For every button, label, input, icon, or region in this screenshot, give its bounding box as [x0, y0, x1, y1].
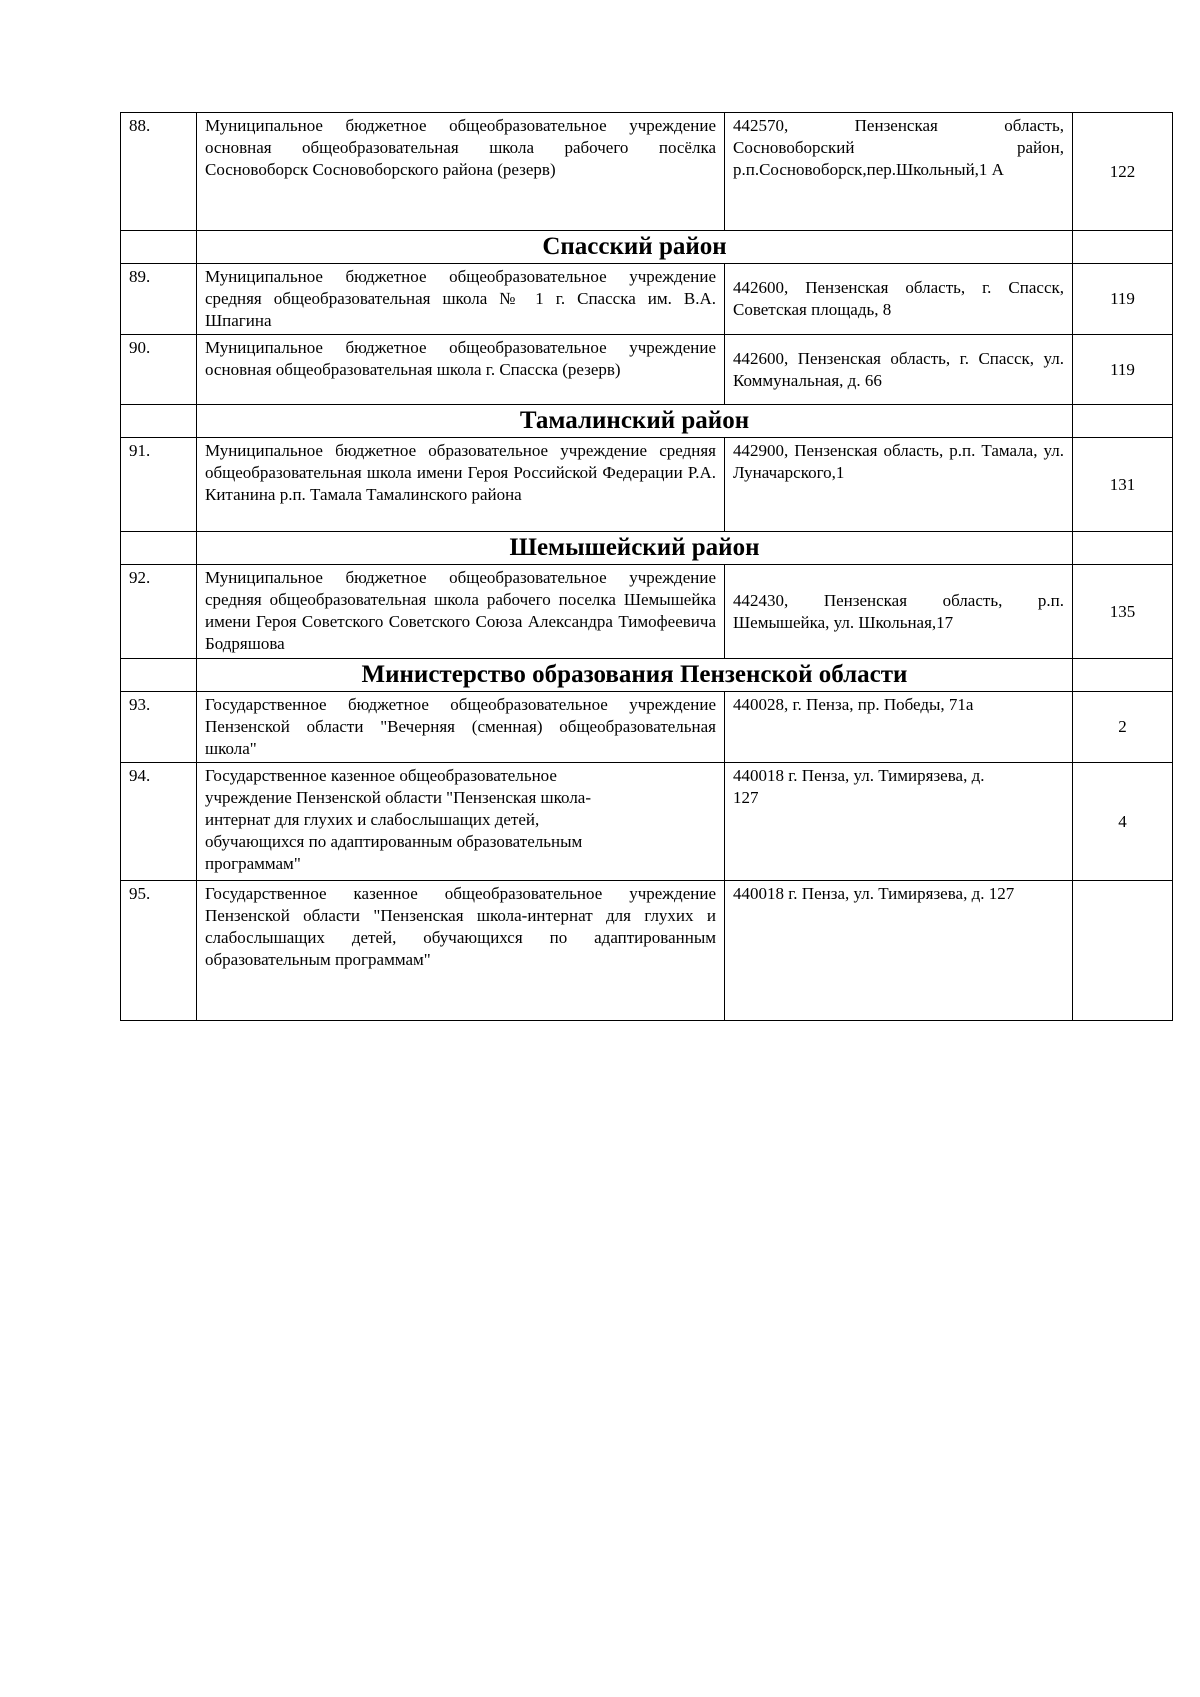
section-empty-cell [1073, 659, 1173, 692]
row-number: 93. [121, 692, 197, 763]
section-title: Шемышейский район [197, 532, 1073, 565]
section-row [121, 405, 1173, 438]
row-number: 92. [121, 565, 197, 659]
section-row [121, 231, 1173, 264]
count-value: 119 [1073, 264, 1173, 335]
institution-address: 442600, Пензенская область, г. Спасск, Советская площадь, 8 [725, 264, 1073, 335]
institution-name: Государственное казенное общеобразовательное учреждение Пензенской области "Пензенская школа-интернат для глухих и слабослышащих детей, обучающихся по адаптированным образовательным программам" [197, 881, 725, 1021]
institution-name: Муниципальное бюджетное общеобразовательное учреждение средняя общеобразовательная школа рабочего поселка Шемышейка имени Героя Советского Советского Союза Александра Тимофеевича Бодряшова [197, 565, 725, 659]
name-line: интернат для глухих и слабослышащих детей, [205, 810, 540, 829]
institution-address: 442600, Пензенская область, г. Спасск, ул. Коммунальная, д. 66 [725, 335, 1073, 405]
table-row [121, 335, 1173, 405]
row-number: 90. [121, 335, 197, 405]
count-value: 135 [1073, 565, 1173, 659]
row-number: 89. [121, 264, 197, 335]
count-value: 122 [1073, 113, 1173, 231]
institution-name [197, 763, 725, 881]
address-line: 127 [733, 788, 759, 807]
section-empty-cell [121, 659, 197, 692]
row-number: 95. [121, 881, 197, 1021]
name-line: Государственное казенное общеобразовательное [205, 766, 557, 785]
table-row [121, 264, 1173, 335]
count-value: 4 [1073, 763, 1173, 881]
table-row [121, 565, 1173, 659]
count-value: 119 [1073, 335, 1173, 405]
row-number: 94. [121, 763, 197, 881]
table-row [121, 113, 1173, 231]
section-row [121, 659, 1173, 692]
row-number: 91. [121, 438, 197, 532]
institution-address: 442570, Пензенская область, Сосновоборский район, р.п.Сосновоборск,пер.Школьный,1 А [725, 113, 1073, 231]
section-empty-cell [1073, 231, 1173, 264]
count-value [1073, 881, 1173, 1021]
section-title: Министерство образования Пензенской области [197, 659, 1073, 692]
institution-address [725, 763, 1073, 881]
section-empty-cell [1073, 405, 1173, 438]
name-line: программам" [205, 854, 301, 873]
name-line: учреждение Пензенской области "Пензенская школа- [205, 788, 592, 807]
document-page [120, 112, 1172, 1021]
institution-name: Муниципальное бюджетное образовательное учреждение средняя общеобразовательная школа имени Героя Российской Федерации Р.А. Китанина р.п. Тамала Тамалинского района [197, 438, 725, 532]
section-empty-cell [1073, 532, 1173, 565]
table-row [121, 881, 1173, 1021]
institution-address: 442430, Пензенская область, р.п. Шемышейка, ул. Школьная,17 [725, 565, 1073, 659]
count-value: 131 [1073, 438, 1173, 532]
address-line: 440018 г. Пенза, ул. Тимирязева, д. [733, 766, 985, 785]
institution-name: Муниципальное бюджетное общеобразовательное учреждение основная общеобразовательная школа г. Спасска (резерв) [197, 335, 725, 405]
institution-name: Государственное бюджетное общеобразовательное учреждение Пензенской области "Вечерняя (сменная) общеобразовательная школа" [197, 692, 725, 763]
row-number: 88. [121, 113, 197, 231]
table-row [121, 438, 1173, 532]
section-empty-cell [121, 532, 197, 565]
schools-table [120, 112, 1173, 1021]
section-empty-cell [121, 405, 197, 438]
section-row [121, 532, 1173, 565]
institution-name: Муниципальное бюджетное общеобразовательное учреждение средняя общеобразовательная школа № 1 г. Спасска им. В.А. Шпагина [197, 264, 725, 335]
section-title: Тамалинский район [197, 405, 1073, 438]
section-title: Спасский район [197, 231, 1073, 264]
count-value: 2 [1073, 692, 1173, 763]
institution-name: Муниципальное бюджетное общеобразовательное учреждение основная общеобразовательная школа рабочего посёлка Сосновоборск Сосновоборского района (резерв) [197, 113, 725, 231]
institution-address: 440028, г. Пенза, пр. Победы, 71а [725, 692, 1073, 763]
institution-address: 440018 г. Пенза, ул. Тимирязева, д. 127 [725, 881, 1073, 1021]
table-row [121, 692, 1173, 763]
institution-address: 442900, Пензенская область, р.п. Тамала, ул. Луначарского,1 [725, 438, 1073, 532]
name-line: обучающихся по адаптированным образовательным [205, 832, 583, 851]
table-row [121, 763, 1173, 881]
section-empty-cell [121, 231, 197, 264]
